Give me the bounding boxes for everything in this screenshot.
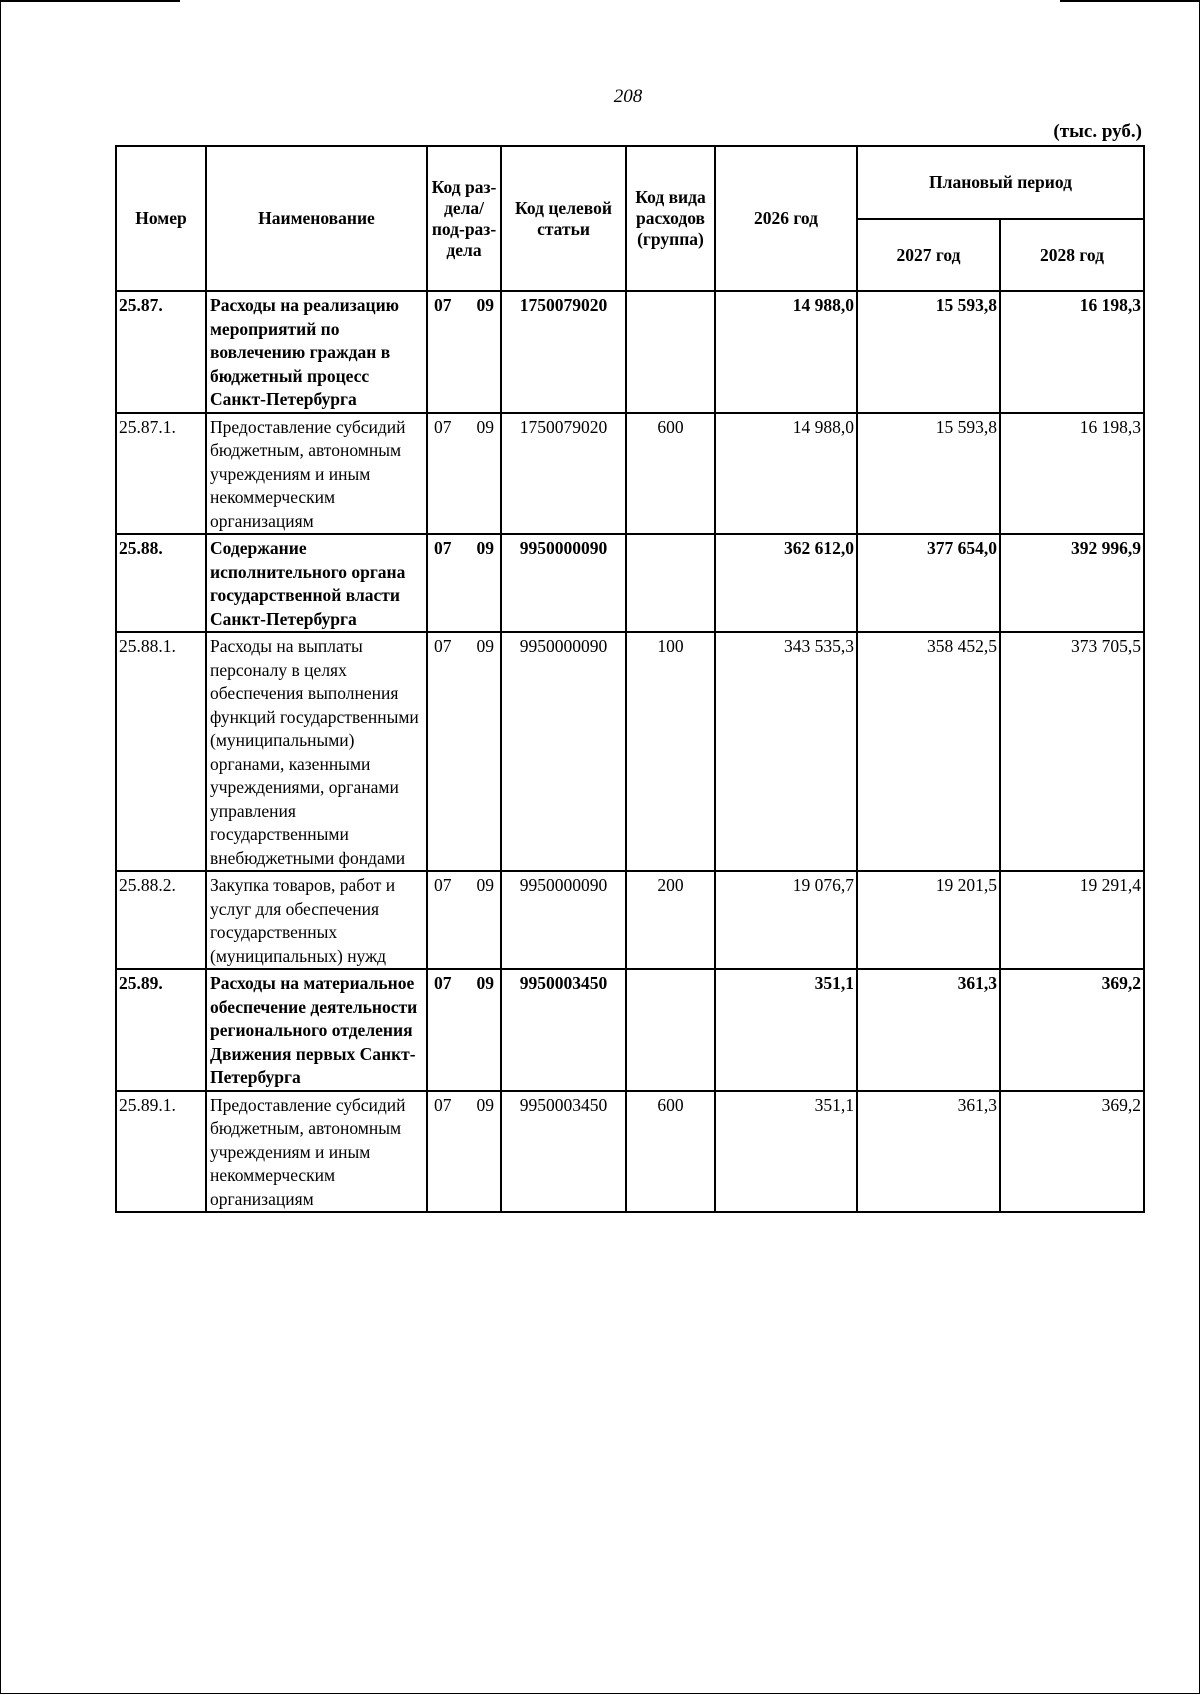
row-2027-value: 358 452,5: [857, 632, 1000, 871]
row-section-code: [427, 871, 501, 969]
scan-edge-mark: [1060, 0, 1200, 2]
row-expense-type: 100: [626, 632, 715, 871]
table-row: [116, 969, 1144, 1091]
row-target-code: 1750079020: [501, 291, 626, 413]
row-2028-value: 369,2: [1000, 969, 1144, 1091]
row-name: Предоставление субсидий бюджетным, автономным учреждениям и иным некоммерческим организациям: [206, 1091, 427, 1213]
row-2027-value: 15 593,8: [857, 413, 1000, 535]
row-number: 25.88.1.: [116, 632, 206, 871]
units-label: (тыс. руб.): [1053, 121, 1142, 142]
row-target-code: 9950000090: [501, 632, 626, 871]
subsection-code: 09: [476, 538, 494, 558]
row-2027-value: 19 201,5: [857, 871, 1000, 969]
header-2028: 2028 год: [1000, 219, 1144, 291]
table-row: [116, 632, 1144, 871]
row-name: Расходы на реализацию мероприятий по вовлечению граждан в бюджетный процесс Санкт-Петербурга: [206, 291, 427, 413]
row-2026-value: 362 612,0: [715, 534, 857, 632]
row-2028-value: 16 198,3: [1000, 291, 1144, 413]
header-section: Код раз-дела/ под-раз-дела: [427, 146, 501, 291]
row-number: 25.87.: [116, 291, 206, 413]
row-number: 25.89.: [116, 969, 206, 1091]
section-code: 07: [434, 973, 452, 993]
section-code: 07: [434, 416, 452, 437]
subsection-code: 09: [476, 636, 494, 656]
row-expense-type: [626, 969, 715, 1091]
header-name: Наименование: [206, 146, 427, 291]
table-row: [116, 534, 1144, 632]
header-target: Код целевой статьи: [501, 146, 626, 291]
row-number: 25.87.1.: [116, 413, 206, 535]
row-2027-value: 361,3: [857, 1091, 1000, 1213]
row-name: Расходы на материальное обеспечение деятельности регионального отделения Движения первых Санкт-Петербурга: [206, 969, 427, 1091]
row-section-code: [427, 1091, 501, 1213]
section-code: 07: [434, 295, 452, 315]
table-row: [116, 413, 1144, 535]
row-2026-value: 14 988,0: [715, 291, 857, 413]
row-name: Предоставление субсидий бюджетным, автономным учреждениям и иным некоммерческим организациям: [206, 413, 427, 535]
row-2028-value: 369,2: [1000, 1091, 1144, 1213]
row-expense-type: [626, 291, 715, 413]
row-target-code: 1750079020: [501, 413, 626, 535]
row-expense-type: [626, 534, 715, 632]
row-section-code: [427, 291, 501, 413]
page-number: 208: [613, 86, 643, 107]
row-2026-value: 343 535,3: [715, 632, 857, 871]
table-row: [116, 871, 1144, 969]
row-expense-type: 200: [626, 871, 715, 969]
row-name: Содержание исполнительного органа государственной власти Санкт-Петербурга: [206, 534, 427, 632]
row-number: 25.88.2.: [116, 871, 206, 969]
section-code: 07: [434, 875, 452, 895]
budget-table: [115, 145, 1145, 1213]
row-expense-type: 600: [626, 413, 715, 535]
row-section-code: [427, 632, 501, 871]
section-code: 07: [434, 636, 452, 656]
row-2027-value: 377 654,0: [857, 534, 1000, 632]
row-number: 25.89.1.: [116, 1091, 206, 1213]
scan-edge-mark: [0, 0, 180, 2]
row-section-code: [427, 413, 501, 535]
row-2027-value: 361,3: [857, 969, 1000, 1091]
row-expense-type: 600: [626, 1091, 715, 1213]
header-2027: 2027 год: [857, 219, 1000, 291]
row-number: 25.88.: [116, 534, 206, 632]
header-number: Номер: [116, 146, 206, 291]
table-row: [116, 1091, 1144, 1213]
row-target-code: 9950000090: [501, 534, 626, 632]
header-expense-type: Код вида расходов (группа): [626, 146, 715, 291]
subsection-code: 09: [476, 973, 494, 993]
header-planned-period: Плановый период: [857, 146, 1144, 219]
row-2028-value: 19 291,4: [1000, 871, 1144, 969]
row-2027-value: 15 593,8: [857, 291, 1000, 413]
row-2028-value: 16 198,3: [1000, 413, 1144, 535]
row-section-code: [427, 969, 501, 1091]
section-code: 07: [434, 1094, 452, 1115]
row-section-code: [427, 534, 501, 632]
table-row: [116, 291, 1144, 413]
table-header-row: [116, 146, 1144, 219]
row-name: Закупка товаров, работ и услуг для обеспечения государственных (муниципальных) нужд: [206, 871, 427, 969]
subsection-code: 09: [476, 416, 494, 437]
table-body: [116, 291, 1144, 1212]
row-target-code: 9950003450: [501, 969, 626, 1091]
row-2026-value: 351,1: [715, 1091, 857, 1213]
section-code: 07: [434, 538, 452, 558]
row-name: Расходы на выплаты персоналу в целях обеспечения выполнения функций государственными (муниципальными) органами, казенными учреждениями, органами управления государственными внебюджетными фондами: [206, 632, 427, 871]
subsection-code: 09: [476, 1094, 494, 1115]
row-2026-value: 351,1: [715, 969, 857, 1091]
row-2026-value: 19 076,7: [715, 871, 857, 969]
row-2028-value: 373 705,5: [1000, 632, 1144, 871]
row-2026-value: 14 988,0: [715, 413, 857, 535]
header-2026: 2026 год: [715, 146, 857, 291]
row-2028-value: 392 996,9: [1000, 534, 1144, 632]
subsection-code: 09: [476, 295, 494, 315]
row-target-code: 9950003450: [501, 1091, 626, 1213]
subsection-code: 09: [476, 875, 494, 895]
row-target-code: 9950000090: [501, 871, 626, 969]
